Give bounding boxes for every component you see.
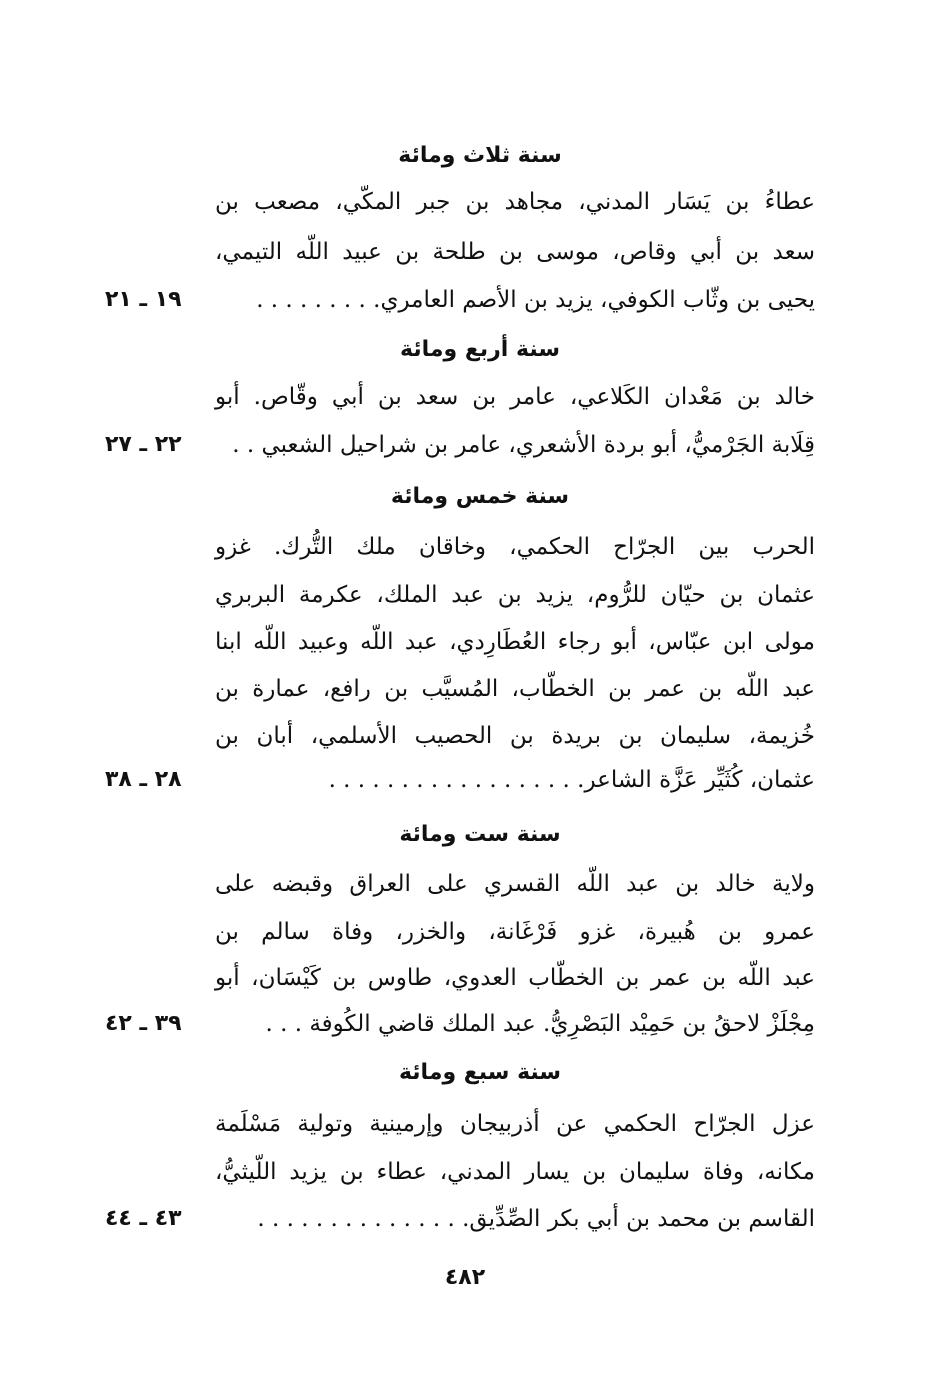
page-range: ٣٩ ـ ٤٢	[105, 1011, 182, 1036]
page-range: ٢٢ ـ ٢٧	[105, 432, 182, 457]
entry-line: ولاية خالد بن عبد اللّه القسري على العراق وقبضه على	[215, 871, 815, 897]
page-range: ٤٣ ـ ٤٤	[105, 1206, 182, 1231]
entry-line: عزل الجرّاح الحكمي عن أذربيجان وإرمينية وتولية مَسْلَمة	[215, 1111, 815, 1137]
entry-line: سعد بن أبي وقاص، موسى بن طلحة بن عبيد اللّه التيمي،	[215, 239, 815, 265]
section-heading: سنة ثلاث ومائة	[398, 143, 562, 168]
section-heading: سنة خمس ومائة	[390, 484, 570, 509]
entry-line: عثمان، كُثَيِّر عَزَّة الشاعر. . . . . . . . . . . . . . . . . .	[328, 767, 815, 793]
entry-line: مِجْلَزْ لاحقُ بن حَمِيْد البَصْرِيُّ. عبد الملك قاضي الكُوفة . . .	[265, 1011, 815, 1037]
entry-line: قِلَابة الجَرْميُّ، أبو بردة الأشعري، عامر بن شراحيل الشعبي . .	[232, 432, 815, 458]
entry-line: القاسم بن محمد بن أبي بكر الصِّدِّيق. . . . . . . . . . . . . . .	[257, 1206, 815, 1232]
entry-line: عطاءُ بن يَسَار المدني، مجاهد بن جبر المكّي، مصعب بن	[215, 189, 815, 215]
entry-line: يحيى بن وثّاب الكوفي، يزيد بن الأصم العامري. . . . . . . . .	[256, 287, 815, 313]
entry-line: مولى ابن عبّاس، أبو رجاء العُطَارِدي، عبد اللّه وعبيد اللّه ابنا	[215, 629, 815, 655]
entry-line: عثمان بن حيّان للرُّوم، يزيد بن عبد الملك، عكرمة البربري	[215, 582, 815, 608]
page-range: ١٩ ـ ٢١	[105, 287, 182, 312]
entry-line: عبد اللّه بن عمر بن الخطّاب، المُسيَّب بن رافع، عمارة بن	[215, 676, 815, 702]
entry-line: خالد بن مَعْدان الكَلاعي، عامر بن سعد بن أبي وقّاص. أبو	[215, 384, 815, 410]
page-number: ٤٨٢	[444, 1265, 486, 1290]
section-heading: سنة أربع ومائة	[400, 337, 560, 362]
entry-line: مكانه، وفاة سليمان بن يسار المدني، عطاء بن يزيد اللّيثيُّ،	[215, 1159, 815, 1185]
page-range: ٢٨ ـ ٣٨	[105, 767, 182, 792]
entry-line: الحرب بين الجرّاح الحكمي، وخاقان ملك التُّرك. غزو	[215, 534, 815, 560]
entry-line: عبد اللّه بن عمر بن الخطّاب العدوي، طاوس بن كَيْسَان، أبو	[215, 965, 815, 991]
section-heading: سنة سبع ومائة	[398, 1060, 562, 1085]
entry-line: عمرو بن هُبيرة، غزو فَرْغَانة، والخزر، وفاة سالم بن	[215, 919, 815, 945]
entry-line: خُزيمة، سليمان بن بريدة بن الحصيب الأسلمي، أبان بن	[215, 723, 815, 749]
section-heading: سنة ست ومائة	[399, 822, 561, 847]
